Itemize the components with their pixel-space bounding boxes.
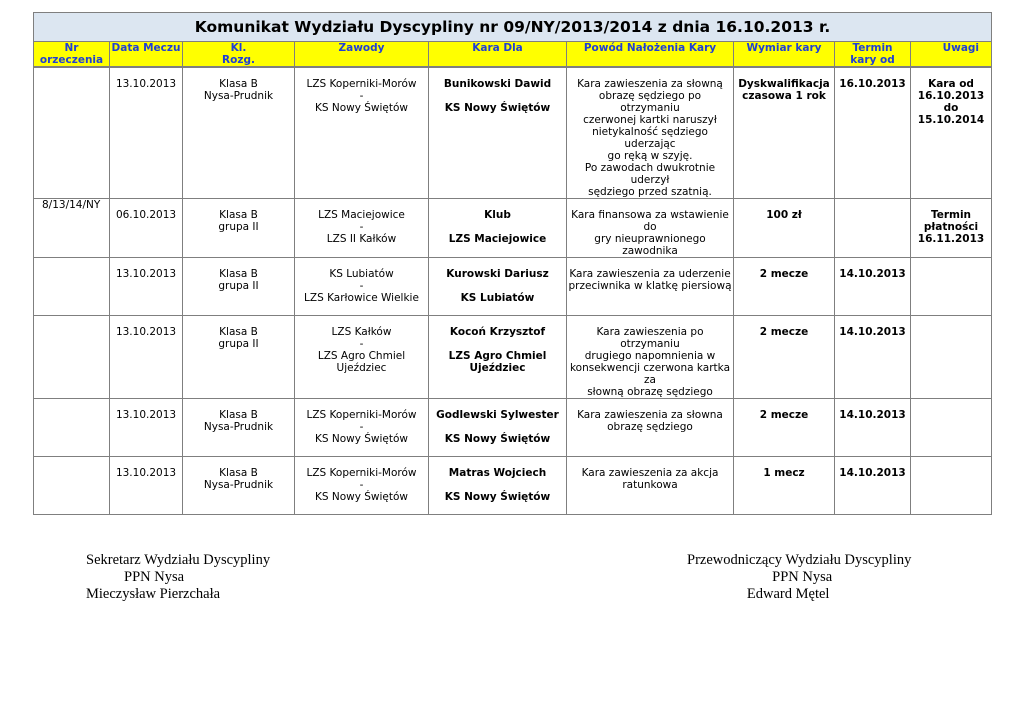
cell-zawody-line: - [359,421,364,433]
cell-uwagi-line: 15.10.2014 [917,114,985,126]
cell-kl [183,68,295,199]
cell-powod-line: Kara zawieszenia za słowna [577,409,723,421]
cell-powod [567,457,734,515]
cell-kara-dla-line: Kurowski Dariusz [446,268,549,280]
cell-powod-line: Kara finansowa za wstawienie do [571,209,729,233]
cell-kl-line: Klasa B [219,268,258,280]
cell-kl-line: grupa II [218,221,259,233]
cell-kara-dla-line [430,90,565,102]
cell-kara-dla-line [430,280,565,292]
cell-data-value: 13.10.2013 [115,78,177,90]
signature-right-person: Edward Mętel [746,586,830,602]
cell-uwagi-line: 16.10.2013 do [917,90,985,114]
cell-termin-value: 14.10.2013 [839,268,906,280]
cell-wymiar-line: 2 mecze [759,326,809,338]
table-row [34,457,992,515]
cell-kara-dla-line [430,421,565,433]
cell-uwagi [911,68,992,199]
cell-powod-line: go ręką w szyję. [607,150,693,162]
cell-data [110,258,183,316]
cell-termin [835,199,911,258]
signature-left-org: PPN Nysa [124,569,185,585]
cell-zawody-line: KS Nowy Świętów [314,433,409,445]
cell-zawody-line: KS Nowy Świętów [314,102,409,114]
cell-powod-line: przeciwnika w klatkę piersiową [568,280,732,292]
cell-termin [835,399,911,457]
cell-kl-line: Klasa B [219,78,258,90]
header-uwagi: Uwagi [911,42,992,67]
cell-zawody-line: - [359,338,364,350]
cell-zawody-line: - [359,90,364,102]
cell-data [110,457,183,515]
cell-wymiar [734,258,835,316]
cell-uwagi [911,457,992,515]
cell-zawody-line: KS Nowy Świętów [314,491,409,503]
cell-termin-value: 16.10.2013 [839,78,906,90]
cell-kl-line: grupa II [218,338,259,350]
cell-nr [34,199,110,258]
cell-wymiar [734,199,835,258]
header-termin-line2: kary od [850,54,895,66]
cell-kara-dla-line: Ujeździec [469,362,526,374]
signature-left-person: Mieczysław Pierzchała [86,586,221,602]
cell-kl [183,399,295,457]
cell-powod-line: konsekwencji czerwona kartka za [569,362,731,386]
cell-powod-line: słowną obrazę sędziego [587,386,713,398]
cell-kara-dla [429,199,567,258]
cell-kara-dla-line: Klub [484,209,511,221]
cell-zawody [295,457,429,515]
cell-zawody [295,68,429,199]
cell-uwagi-line: Kara od [928,78,974,90]
cell-nr [34,316,110,399]
cell-kl [183,199,295,258]
cell-kl-line: Nysa-Prudnik [203,421,274,433]
cell-kl-line: Nysa-Prudnik [203,90,274,102]
cell-zawody-line: LZS Agro Chmiel Ujeździec [317,350,406,374]
cell-wymiar [734,68,835,199]
cell-kara-dla-line: Kocoń Krzysztof [449,326,546,338]
header-nr-line2: orzeczenia [39,54,104,66]
cell-kara-dla-line: KS Nowy Świętów [444,433,551,445]
cell-kara-dla-line: Matras Wojciech [448,467,547,479]
table-row [34,199,992,258]
cell-uwagi-line: Termin [930,209,972,221]
cell-kara-dla-line: LZS Maciejowice [448,233,547,245]
cell-kara-dla-line: KS Nowy Świętów [444,102,551,114]
cell-kara-dla [429,258,567,316]
cell-kara-dla-line: Bunikowski Dawid [443,78,552,90]
cell-termin [835,258,911,316]
cell-wymiar [734,399,835,457]
cell-wymiar-line: 2 mecze [759,268,809,280]
cell-powod-line: sędziego przed szatnią. [588,186,712,198]
header-nr [34,42,110,67]
cell-data-value: 13.10.2013 [115,326,177,338]
penalty-table [33,12,992,67]
signature-block-right [687,552,911,603]
cell-powod-line: Kara zawieszenia za akcja [581,467,719,479]
cell-zawody-line: LZS Koperniki-Morów [306,467,417,479]
cell-wymiar-line: Dyskwalifikacja [738,78,830,90]
cell-data-value: 13.10.2013 [115,268,177,280]
cell-zawody-line: LZS Maciejowice [318,209,405,221]
cell-nr [34,258,110,316]
cell-zawody [295,316,429,399]
cell-uwagi [911,199,992,258]
cell-kara-dla-line: Godlewski Sylwester [436,409,559,421]
table-header-row [34,42,992,67]
cell-powod-line: ratunkowa [622,479,678,491]
cell-powod [567,199,734,258]
cell-powod-line: Po zawodach dwukrotnie uderzył [584,162,716,186]
cell-nr [34,399,110,457]
cell-nr [34,457,110,515]
signature-left-title: Sekretarz Wydziału Dyscypliny [86,552,271,568]
header-kl [183,42,295,67]
cell-kl [183,457,295,515]
cell-powod-line: drugiego napomnienia w [584,350,716,362]
cell-wymiar [734,457,835,515]
cell-uwagi [911,316,992,399]
cell-powod [567,68,734,199]
cell-uwagi-line: 16.11.2013 [917,233,985,245]
cell-kara-dla [429,68,567,199]
cell-zawody-line: KS Lubiatów [329,268,394,280]
header-termin [835,42,911,67]
table-row [34,316,992,399]
table-row [34,258,992,316]
cell-wymiar-line: 1 mecz [763,467,805,479]
header-kl-line2: Rozg. [222,54,255,66]
cell-termin [835,316,911,399]
header-wymiar: Wymiar kary [734,42,835,67]
cell-kara-dla-line: KS Lubiatów [460,292,535,304]
cell-wymiar-line: czasowa 1 rok [742,90,826,102]
cell-powod-line: czerwonej kartki naruszył [583,114,717,126]
header-termin-line1: Termin [852,42,893,54]
cell-kl [183,258,295,316]
cell-kara-dla-line [430,338,565,350]
cell-uwagi-line: płatności [923,221,979,233]
cell-powod-line: obrazę sędziego [607,421,693,433]
cell-nr [34,68,110,199]
cell-nr-value: 8/13/14/NY [42,199,101,211]
cell-data [110,68,183,199]
cell-termin [835,68,911,199]
cell-kl-line: Klasa B [219,409,258,421]
header-data-meczu: Data Meczu [110,42,183,67]
cell-data [110,199,183,258]
cell-data-value: 06.10.2013 [115,209,177,221]
cell-kl [183,316,295,399]
header-kara-dla: Kara Dla [429,42,567,67]
cell-uwagi [911,399,992,457]
cell-powod-line: Kara zawieszenia za uderzenie [569,268,731,280]
communique-sheet [33,12,991,515]
cell-zawody-line: - [359,280,364,292]
cell-kl-line: Klasa B [219,467,258,479]
cell-powod-line: nietykalność sędziego uderzając [592,126,708,150]
page-title: Komunikat Wydziału Dyscypliny nr 09/NY/2013/2014 z dnia 16.10.2013 r. [34,13,992,42]
cell-kara-dla-line [430,221,565,233]
cell-kara-dla-line: LZS Agro Chmiel [448,350,547,362]
cell-data-value: 13.10.2013 [115,409,177,421]
cell-powod-line: gry nieuprawnionego zawodnika [594,233,706,257]
header-kl-line1: Kl. [230,42,247,54]
cell-zawody-line: LZS Koperniki-Morów [306,409,417,421]
cell-termin [835,457,911,515]
cell-termin-value: 14.10.2013 [839,467,906,479]
table-row [34,68,992,199]
cell-zawody-line: LZS Kałków [331,326,392,338]
cell-wymiar-line: 100 zł [766,209,802,221]
header-powod: Powód Nałożenia Kary [567,42,734,67]
cell-kara-dla [429,399,567,457]
signature-block-left [86,552,270,603]
table-row [34,399,992,457]
cell-kl-line: Klasa B [219,209,258,221]
cell-zawody-line: - [359,479,364,491]
penalty-rows [33,67,992,515]
cell-nr-value [42,68,108,69]
cell-kara-dla-line [430,479,565,491]
cell-powod-line: Kara zawieszenia za słowną [577,78,723,90]
cell-zawody [295,258,429,316]
cell-zawody [295,199,429,258]
cell-zawody-line: - [359,221,364,233]
cell-zawody [295,399,429,457]
cell-wymiar [734,316,835,399]
cell-zawody-line: LZS Koperniki-Morów [306,78,417,90]
cell-termin-value: 14.10.2013 [839,409,906,421]
cell-data [110,316,183,399]
cell-kl-line: Nysa-Prudnik [203,479,274,491]
cell-powod-line: obrazę sędziego po otrzymaniu [598,90,702,114]
cell-zawody-line: LZS Karłowice Wielkie [304,292,419,304]
cell-data [110,399,183,457]
cell-kara-dla [429,316,567,399]
cell-kara-dla-line: KS Nowy Świętów [444,491,551,503]
cell-termin-value: 14.10.2013 [839,326,906,338]
header-nr-line1: Nr [64,42,79,54]
cell-kl-line: grupa II [218,280,259,292]
cell-powod [567,399,734,457]
cell-wymiar-line: 2 mecze [759,409,809,421]
signature-right-title: Przewodniczący Wydziału Dyscypliny [687,552,912,568]
cell-data-value: 13.10.2013 [115,467,177,479]
cell-kara-dla [429,457,567,515]
cell-powod [567,316,734,399]
header-zawody: Zawody [295,42,429,67]
cell-kl-line: Klasa B [219,326,258,338]
cell-uwagi [911,258,992,316]
cell-powod-line: Kara zawieszenia po otrzymaniu [596,326,704,350]
cell-zawody-line: LZS II Kałków [326,233,397,245]
signature-right-org: PPN Nysa [772,569,833,585]
cell-powod [567,258,734,316]
